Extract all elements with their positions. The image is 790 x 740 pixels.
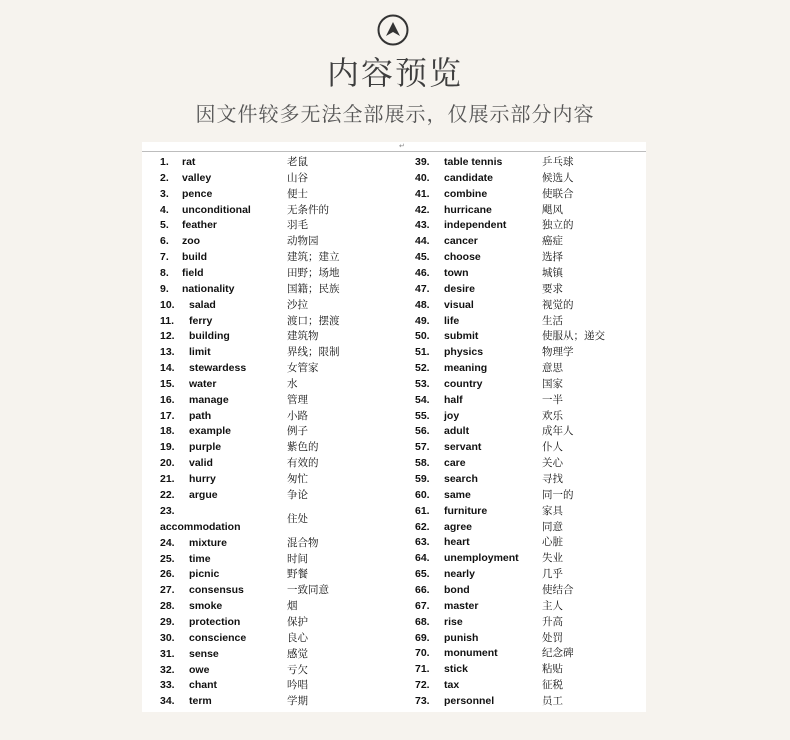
vocab-number: 59. <box>415 473 430 485</box>
vocab-number: 6. <box>160 235 169 248</box>
vocab-english: monument <box>444 647 498 660</box>
vocab-number: 23. <box>160 504 175 517</box>
vocab-english: pence <box>182 187 213 200</box>
vocab-number: 27. <box>160 584 175 597</box>
vocab-number: 56. <box>415 425 430 438</box>
vocab-number: 30. <box>160 631 175 644</box>
vocab-chinese: 便士 <box>287 187 308 200</box>
page-title: 内容预览 <box>326 54 463 92</box>
vocab-english: conscience <box>189 631 247 644</box>
vocab-number: 15. <box>160 377 175 390</box>
vocab-chinese: 粘贴 <box>542 663 563 676</box>
vocab-chinese: 良心 <box>287 631 308 644</box>
vocab-english: personnel <box>444 694 495 707</box>
vocab-chinese: 烟 <box>287 600 298 613</box>
vocab-english: hurry <box>189 473 216 485</box>
vocab-chinese: 生活 <box>542 314 563 327</box>
vocab-number: 10. <box>160 298 175 311</box>
vocab-chinese: 国家 <box>542 377 563 390</box>
vocab-english: rat <box>182 156 196 168</box>
vocab-chinese: 升高 <box>542 615 563 628</box>
vocab-number: 63. <box>415 536 430 549</box>
vocab-number: 21. <box>160 473 175 485</box>
vocab-number: 42. <box>415 203 430 216</box>
vocab-number: 2. <box>160 171 169 184</box>
vocab-number: 12. <box>160 330 175 343</box>
vocab-chinese: 学期 <box>287 695 308 708</box>
vocab-english: half <box>444 393 463 406</box>
vocab-number: 25. <box>160 552 175 565</box>
vocab-number: 53. <box>415 377 430 390</box>
vocab-number: 44. <box>415 235 430 248</box>
vocab-number: 31. <box>160 647 175 660</box>
vocab-english: town <box>444 266 469 279</box>
vocab-english: same <box>444 488 471 501</box>
vocab-english: meaning <box>444 362 488 375</box>
vocab-chinese: 家具 <box>542 504 563 517</box>
vocab-chinese: 独立的 <box>542 219 574 232</box>
vocab-chinese: 视觉的 <box>542 298 574 311</box>
vocab-chinese: 仆人 <box>542 441 563 454</box>
vocab-english: example <box>189 425 232 438</box>
vocab-english: zoo <box>182 235 201 248</box>
vocab-number: 58. <box>415 457 430 470</box>
vocab-english: limit <box>189 346 211 359</box>
vocab-number: 24. <box>160 536 175 549</box>
vocab-chinese: 征税 <box>542 679 563 692</box>
vocab-english: punish <box>444 631 479 644</box>
vocab-english: stick <box>444 663 468 676</box>
vocab-chinese: 吟唱 <box>287 679 308 692</box>
vocab-english: search <box>444 473 478 485</box>
vocab-chinese: 成年人 <box>542 425 574 438</box>
vocab-english: sense <box>189 647 219 660</box>
vocab-number: 57. <box>415 441 430 454</box>
vocab-chinese: 使联合 <box>542 187 574 200</box>
page-subtitle: 因文件较多无法全部展示，仅展示部分内容 <box>195 102 595 126</box>
vocab-number: 72. <box>415 679 430 692</box>
vocab-number: 48. <box>415 298 430 311</box>
vocab-number: 71. <box>415 663 430 676</box>
paragraph-mark: ↵ <box>399 142 405 150</box>
vocab-chinese: 渡口；摆渡 <box>287 314 340 327</box>
vocab-number: 61. <box>415 504 430 517</box>
vocab-english: visual <box>444 298 474 311</box>
vocab-number: 7. <box>160 251 169 264</box>
vocab-number: 5. <box>160 219 169 232</box>
vocab-chinese: 癌症 <box>542 235 563 248</box>
vocab-chinese: 建筑物 <box>287 330 319 343</box>
vocab-number: 18. <box>160 425 175 438</box>
vocab-chinese: 界线；限制 <box>287 346 340 359</box>
vocab-english: water <box>189 377 217 390</box>
vocab-chinese: 要求 <box>542 282 563 295</box>
vocab-chinese: 田野；场地 <box>287 266 340 279</box>
vocab-chinese: 保护 <box>287 615 308 628</box>
vocab-english: manage <box>189 393 229 406</box>
vocab-english: purple <box>189 441 222 454</box>
vocab-english: heart <box>444 536 470 549</box>
vocab-chinese: 女管家 <box>287 362 319 375</box>
vocab-chinese: 有效的 <box>287 457 319 470</box>
vocab-number: 50. <box>415 330 430 343</box>
vocab-chinese: 老鼠 <box>287 156 308 168</box>
vocab-chinese: 野餐 <box>287 568 308 581</box>
vocab-chinese: 建筑；建立 <box>287 251 340 264</box>
vocab-chinese: 使服从；递交 <box>542 330 605 343</box>
vocab-english: consensus <box>189 584 244 597</box>
vocab-number: 13. <box>160 346 175 359</box>
vocab-english: care <box>444 457 466 470</box>
vocab-english: protection <box>189 615 241 628</box>
vocab-english: life <box>444 314 460 327</box>
vocab-number: 41. <box>415 187 430 200</box>
vocab-english: building <box>189 330 230 343</box>
vocab-number: 52. <box>415 362 430 375</box>
vocab-chinese: 感觉 <box>287 647 308 660</box>
vocab-number: 47. <box>415 282 430 295</box>
vocab-chinese: 混合物 <box>287 536 319 549</box>
vocab-number: 20. <box>160 457 175 470</box>
vocab-english: ferry <box>189 314 213 327</box>
vocab-english: argue <box>189 488 218 501</box>
vocab-chinese: 动物园 <box>287 235 319 248</box>
vocab-english: furniture <box>444 504 488 517</box>
vocab-english: unconditional <box>182 203 251 216</box>
vocab-english: joy <box>444 409 460 422</box>
vocab-english: desire <box>444 282 475 295</box>
vocab-number: 46. <box>415 266 430 279</box>
document-preview <box>142 142 646 712</box>
vocab-chinese: 飓风 <box>542 203 563 216</box>
vocab-chinese: 羽毛 <box>287 219 308 232</box>
vocab-number: 28. <box>160 600 175 613</box>
vocab-english: country <box>444 377 483 390</box>
vocab-number: 22. <box>160 488 175 501</box>
vocab-number: 34. <box>160 695 175 708</box>
vocab-english: nationality <box>182 282 235 295</box>
vocab-chinese: 处罚 <box>542 631 563 644</box>
vocab-english: stewardess <box>189 362 247 375</box>
vocab-english: independent <box>444 219 507 232</box>
vocab-english: physics <box>444 346 484 359</box>
vocab-number: 11. <box>160 314 175 327</box>
vocab-chinese: 候选人 <box>542 171 574 184</box>
vocab-number: 29. <box>160 615 175 628</box>
vocab-number: 40. <box>415 171 430 184</box>
vocab-chinese: 匆忙 <box>287 473 308 485</box>
vocab-number: 1. <box>160 156 169 168</box>
vocab-number: 45. <box>415 251 430 264</box>
vocab-chinese: 水 <box>287 377 298 390</box>
vocab-english: cancer <box>444 235 478 248</box>
vocab-chinese: 乒乓球 <box>542 156 574 168</box>
vocab-english: master <box>444 599 479 612</box>
vocab-english: mixture <box>189 536 227 549</box>
vocab-english: term <box>189 695 212 708</box>
vocab-number: 73. <box>415 694 430 707</box>
vocab-chinese: 失业 <box>542 552 563 565</box>
vocab-number: 39. <box>415 156 430 168</box>
vocab-chinese: 亏欠 <box>287 663 308 676</box>
vocab-english: valid <box>189 457 213 470</box>
vocab-english: accommodation <box>160 520 241 533</box>
vocab-chinese: 关心 <box>542 457 563 470</box>
vocab-chinese: 管理 <box>287 393 308 406</box>
vocab-chinese: 同一的 <box>542 488 574 501</box>
vocab-number: 4. <box>160 203 169 216</box>
vocab-chinese: 同意 <box>542 520 563 533</box>
vocab-number: 9. <box>160 282 169 295</box>
vocab-english: time <box>189 552 211 565</box>
vocab-chinese: 住处 <box>287 512 308 525</box>
vocab-number: 62. <box>415 520 430 533</box>
vocab-english: rise <box>444 615 463 628</box>
vocab-english: chant <box>189 679 218 692</box>
vocab-chinese: 小路 <box>287 409 308 422</box>
vocab-chinese: 主人 <box>542 599 563 612</box>
vocab-number: 49. <box>415 314 430 327</box>
vocab-english: nearly <box>444 568 475 581</box>
vocab-number: 66. <box>415 583 430 596</box>
vocab-number: 19. <box>160 441 175 454</box>
vocab-number: 16. <box>160 393 175 406</box>
vocab-number: 70. <box>415 647 430 660</box>
vocab-english: hurricane <box>444 203 492 216</box>
vocab-number: 65. <box>415 568 430 581</box>
vocab-chinese: 城镇 <box>542 266 563 279</box>
vocab-english: agree <box>444 520 473 533</box>
vocab-chinese: 使结合 <box>542 583 574 596</box>
vocab-english: owe <box>189 663 210 676</box>
vocab-english: adult <box>444 425 470 438</box>
vocab-chinese: 时间 <box>287 552 308 565</box>
vocab-english: smoke <box>189 600 223 613</box>
vocab-english: table tennis <box>444 156 503 168</box>
vocab-chinese: 寻找 <box>542 473 563 485</box>
vocab-english: tax <box>444 679 460 692</box>
vocab-chinese: 一致同意 <box>287 584 329 597</box>
vocab-number: 3. <box>160 187 169 200</box>
vocab-number: 54. <box>415 393 430 406</box>
vocab-english: candidate <box>444 171 494 184</box>
vocab-number: 14. <box>160 362 175 375</box>
vocab-chinese: 员工 <box>542 694 563 707</box>
vocab-number: 64. <box>415 552 430 565</box>
vocab-chinese: 物理学 <box>542 346 574 359</box>
vocab-chinese: 心脏 <box>542 536 563 549</box>
vocab-english: choose <box>444 251 481 264</box>
vocab-chinese: 山谷 <box>287 171 308 184</box>
vocab-chinese: 紫色的 <box>287 441 319 454</box>
vocab-number: 69. <box>415 631 430 644</box>
vocab-english: salad <box>189 298 216 311</box>
vocab-english: combine <box>444 187 488 200</box>
header-divider <box>142 151 646 152</box>
vocab-english: build <box>182 251 208 264</box>
vocab-english: valley <box>182 171 212 184</box>
vocab-chinese: 欢乐 <box>542 409 563 422</box>
vocab-number: 60. <box>415 488 430 501</box>
vocab-english: servant <box>444 441 482 454</box>
vocab-chinese: 纪念碑 <box>542 647 574 660</box>
vocab-chinese: 意思 <box>542 362 563 375</box>
vocab-chinese: 选择 <box>542 251 563 264</box>
vocab-number: 17. <box>160 409 175 422</box>
vocab-english: picnic <box>189 568 220 581</box>
vocab-english: path <box>189 409 212 422</box>
vocab-number: 51. <box>415 346 430 359</box>
vocab-number: 55. <box>415 409 430 422</box>
vocab-number: 26. <box>160 568 175 581</box>
vocab-chinese: 无条件的 <box>287 203 329 216</box>
vocab-number: 67. <box>415 599 430 612</box>
vocab-chinese: 一半 <box>542 393 563 406</box>
vocab-number: 43. <box>415 219 430 232</box>
vocab-number: 8. <box>160 266 169 279</box>
vocab-english: bond <box>444 583 470 596</box>
vocab-number: 68. <box>415 615 430 628</box>
vocab-english: field <box>182 266 204 279</box>
vocab-english: feather <box>182 219 218 232</box>
vocab-english: submit <box>444 330 479 343</box>
vocab-chinese: 争论 <box>287 488 308 501</box>
vocab-number: 32. <box>160 663 175 676</box>
vocab-chinese: 沙拉 <box>287 298 308 311</box>
vocab-number: 33. <box>160 679 175 692</box>
vocab-chinese: 例子 <box>287 425 308 438</box>
vocab-chinese: 几乎 <box>542 568 563 581</box>
vocab-english: unemployment <box>444 552 519 565</box>
vocab-chinese: 国籍；民族 <box>287 282 340 295</box>
arrow-up-circle-icon <box>377 14 409 46</box>
